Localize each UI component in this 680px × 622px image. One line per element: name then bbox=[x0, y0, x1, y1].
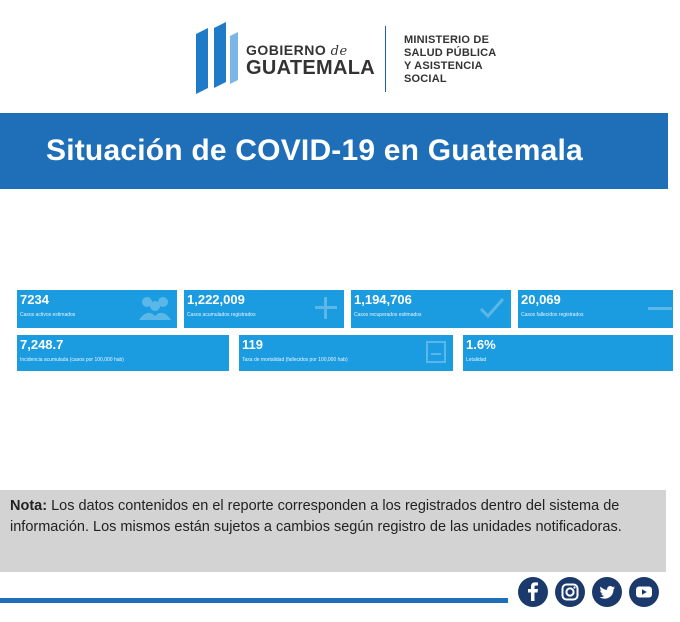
stat-value: 7234 bbox=[20, 292, 49, 307]
stat-value: 1,222,009 bbox=[187, 292, 245, 307]
page-title: Situación de COVID-19 en Guatemala bbox=[46, 134, 583, 167]
stat-card-lethality bbox=[463, 335, 673, 371]
gob-de: de bbox=[330, 44, 348, 59]
title-banner bbox=[0, 113, 668, 189]
stat-label: Letalidad bbox=[466, 357, 487, 363]
people-icon bbox=[137, 294, 173, 324]
stat-value: 7,248.7 bbox=[20, 337, 64, 352]
youtube-icon[interactable] bbox=[629, 577, 659, 607]
gob-line1: GOBIERNO bbox=[246, 42, 327, 58]
government-wordmark bbox=[246, 42, 376, 80]
note-text: Los datos contenidos en el reporte corresponden a los registrados dentro del sistema de información. Los mismos están sujetos a cambios según registro de las unidades notificadoras. bbox=[10, 498, 622, 535]
stat-value: 20,069 bbox=[521, 292, 561, 307]
minus-icon bbox=[648, 306, 672, 312]
disclaimer-note bbox=[0, 490, 666, 572]
stat-value: 119 bbox=[242, 337, 263, 352]
twitter-icon[interactable] bbox=[592, 577, 622, 607]
stat-value: 1.6% bbox=[466, 337, 496, 352]
ministry-line: MINISTERIO DE bbox=[404, 34, 490, 46]
stat-card-deceased-cases bbox=[518, 290, 673, 328]
square-icon bbox=[425, 340, 447, 364]
logo-divider bbox=[385, 26, 386, 92]
gob-line2: GUATEMALA bbox=[246, 57, 375, 79]
plus-icon bbox=[314, 296, 338, 320]
ministry-line: SOCIAL bbox=[404, 73, 447, 85]
footer-line bbox=[0, 598, 508, 603]
stat-label: Incidencia acumulada (casos por 100,000 hab) bbox=[20, 357, 124, 363]
stat-card-mortality-rate bbox=[239, 335, 453, 371]
stat-label: Casos recuperados estimados bbox=[354, 312, 422, 318]
check-icon bbox=[479, 296, 505, 320]
ministry-line: Y ASISTENCIA bbox=[404, 60, 483, 72]
facebook-icon[interactable] bbox=[518, 577, 548, 607]
flag-bars-icon bbox=[194, 22, 242, 94]
ministry-name bbox=[404, 34, 496, 86]
instagram-icon[interactable] bbox=[555, 577, 585, 607]
stat-card-accumulated-cases bbox=[184, 290, 344, 328]
note-label: Nota: bbox=[10, 498, 48, 514]
stat-card-incidence bbox=[17, 335, 229, 371]
stat-label: Casos fallecidos registrados bbox=[521, 312, 584, 318]
stat-label: Casos acumulados registrados bbox=[187, 312, 256, 318]
stat-card-recovered-cases bbox=[351, 290, 511, 328]
stat-label: Tasa de mortalidad (fallecidos por 100,000 hab) bbox=[242, 357, 348, 363]
stat-label: Casos activos estimados bbox=[20, 312, 76, 318]
stat-card-active-cases bbox=[17, 290, 177, 328]
stat-value: 1,194,706 bbox=[354, 292, 412, 307]
ministry-line: SALUD PÚBLICA bbox=[404, 47, 497, 59]
